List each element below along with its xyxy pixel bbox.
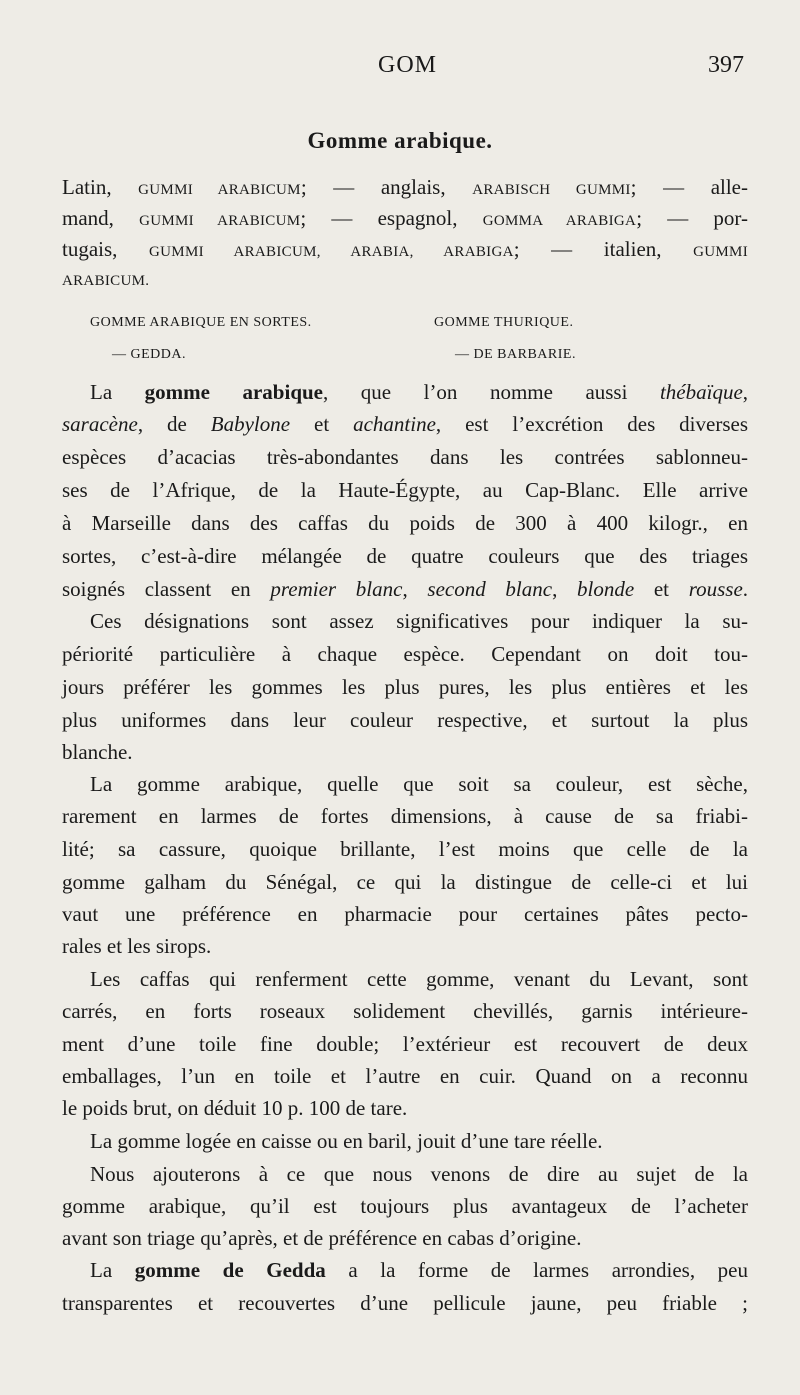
term-achantine: achantine [353,412,436,436]
synonym-text: mand, [62,206,114,230]
sort-thurique: GOMME THURIQUE. [434,315,574,330]
term-gomme-arabique: gomme arabique [144,380,324,404]
p4-line-1: Les caffas qui renferment cette gomme, venant du Levant, sont [90,967,748,991]
p1-line-6: sortes, c’est-à-dire mélangée de quatre couleurs que des triages [62,544,748,568]
synonym-text: Latin, [62,175,112,199]
p3-line-6: rales et les sirops. [62,934,212,958]
text: a la forme de larmes arrondies, peu [325,1258,748,1282]
text: soignés classent en [62,577,271,601]
p3-line-1: La gomme arabique, quelle que soit sa couleur, est sèche, [90,772,748,796]
term-second-blanc: second blanc [427,577,553,601]
p2-line-5: blanche. [62,740,133,764]
p3-line-4: gomme galham du Sénégal, ce qui la distingue de celle-ci et lui [62,870,748,894]
synonyms-line-1 [62,173,748,201]
synonym-english: ARABISCH GUMMI [472,182,631,198]
p6-line-2: gomme arabique, qu’il est toujours plus avantageux de l’acheter [62,1194,748,1218]
p2-line-3: jours préférer les gommes les plus pures, les plus entières et les [62,675,748,699]
synonym-latin: GUMMI ARABICUM [138,182,301,198]
synonyms-line-4 [62,264,748,292]
p1-line-1: La gomme arabique, que l’on nomme aussi thébaïque, [90,380,749,404]
p6-line-1: Nous ajouterons à ce que nous venons de dire au sujet de la [90,1162,748,1186]
p1-line-7 [62,575,748,603]
synonym-german: GUMMI ARABICUM [139,213,301,229]
synonym-text: tugais, [62,237,118,261]
p4-line-5: le poids brut, on déduit 10 p. 100 de tare. [62,1096,408,1120]
synonym-text: ; — alle- [630,175,748,199]
p7-line-1 [90,1256,748,1284]
synonyms-line-3 [62,235,748,263]
p2-line-1: Ces désignations sont assez significatives pour indiquer la su- [90,609,748,633]
p5-line-1: La gomme logée en caisse ou en baril, jouit d’une tare réelle. [90,1129,603,1153]
synonym-italian-cont: ARABICUM. [62,273,150,289]
p4-line-4: emballages, l’un en toile et l’autre en cuir. Quand on a reconnu [62,1064,748,1088]
p3-line-2: rarement en larmes de fortes dimensions, à cause de sa friabi- [62,804,748,828]
synonym-text: ; — anglais, [300,175,446,199]
p1-line-4: ses de l’Afrique, de la Haute-Égypte, au Cap-Blanc. Elle arrive [62,478,748,502]
text: , est l’excrétion des diverses [435,412,749,436]
synonym-text: ; — por- [636,206,748,230]
p3-line-3: lité; sa cassure, quoique brillante, l’est moins que celle de la [62,837,748,861]
text: La [90,1258,135,1282]
section-title: Gomme arabique. [307,128,493,153]
synonym-text: ; — italien, [513,237,662,261]
p1-line-3: espèces d’acacias très-abondantes dans les contrées sablonneu- [62,445,748,469]
text: , que l’on nomme aussi [323,380,660,404]
term-rousse: rousse [688,577,743,601]
p4-line-2: carrés, en forts roseaux solidement chevillés, garnis intérieure- [62,999,748,1023]
text: et [634,577,689,601]
running-head [0,52,800,84]
p1-line-2 [62,410,748,438]
p7-line-2: transparentes et recouvertes d’une pellicule jaune, peu friable ; [62,1291,748,1315]
text: et [290,412,354,436]
p1-line-5: à Marseille dans des caffas du poids de 300 à 400 kilogr., en [62,511,748,535]
term-thebaique: thébaïque [659,380,743,404]
p2-line-2: périorité particulière à chaque espèce. Cependant on doit tou- [62,642,748,666]
term-premier-blanc: premier blanc [270,577,403,601]
p3-line-5: vaut une préférence en pharmacie pour certaines pâtes pecto- [62,902,748,926]
synonym-text: ; — espagnol, [300,206,458,230]
sort-gedda: — GEDDA. [112,347,186,362]
term-gomme-de-gedda: gomme de Gedda [134,1258,326,1282]
p6-line-3: avant son triage qu’après, et de préférence en cabas d’origine. [62,1226,582,1250]
synonym-spanish: GOMMA ARABIGA [482,213,637,229]
p2-line-4: plus uniformes dans leur couleur respective, et surtout la plus [62,708,748,732]
text: , de [137,412,211,436]
term-babylone: Babylone [210,412,291,436]
synonym-italian: GUMMI [693,244,748,260]
synonym-portuguese: GUMMI ARABICUM, ARABIA, ARABIGA [149,244,514,260]
term-blonde: blonde [577,577,635,601]
sort-arabic-in-sorts: GOMME ARABIQUE EN SORTES. [90,315,312,330]
page-number: 397 [708,52,744,78]
running-head-title: GOM [378,52,438,78]
synonyms-line-2 [62,204,748,232]
term-saracene: saracène [62,412,138,436]
text: , [402,577,428,601]
text: . [742,577,749,601]
sort-barbarie: — DE BARBARIE. [455,347,576,362]
text: , [552,577,578,601]
text: La [90,380,145,404]
p4-line-3: ment d’une toile fine double; l’extérieur est recouvert de deux [62,1032,748,1056]
